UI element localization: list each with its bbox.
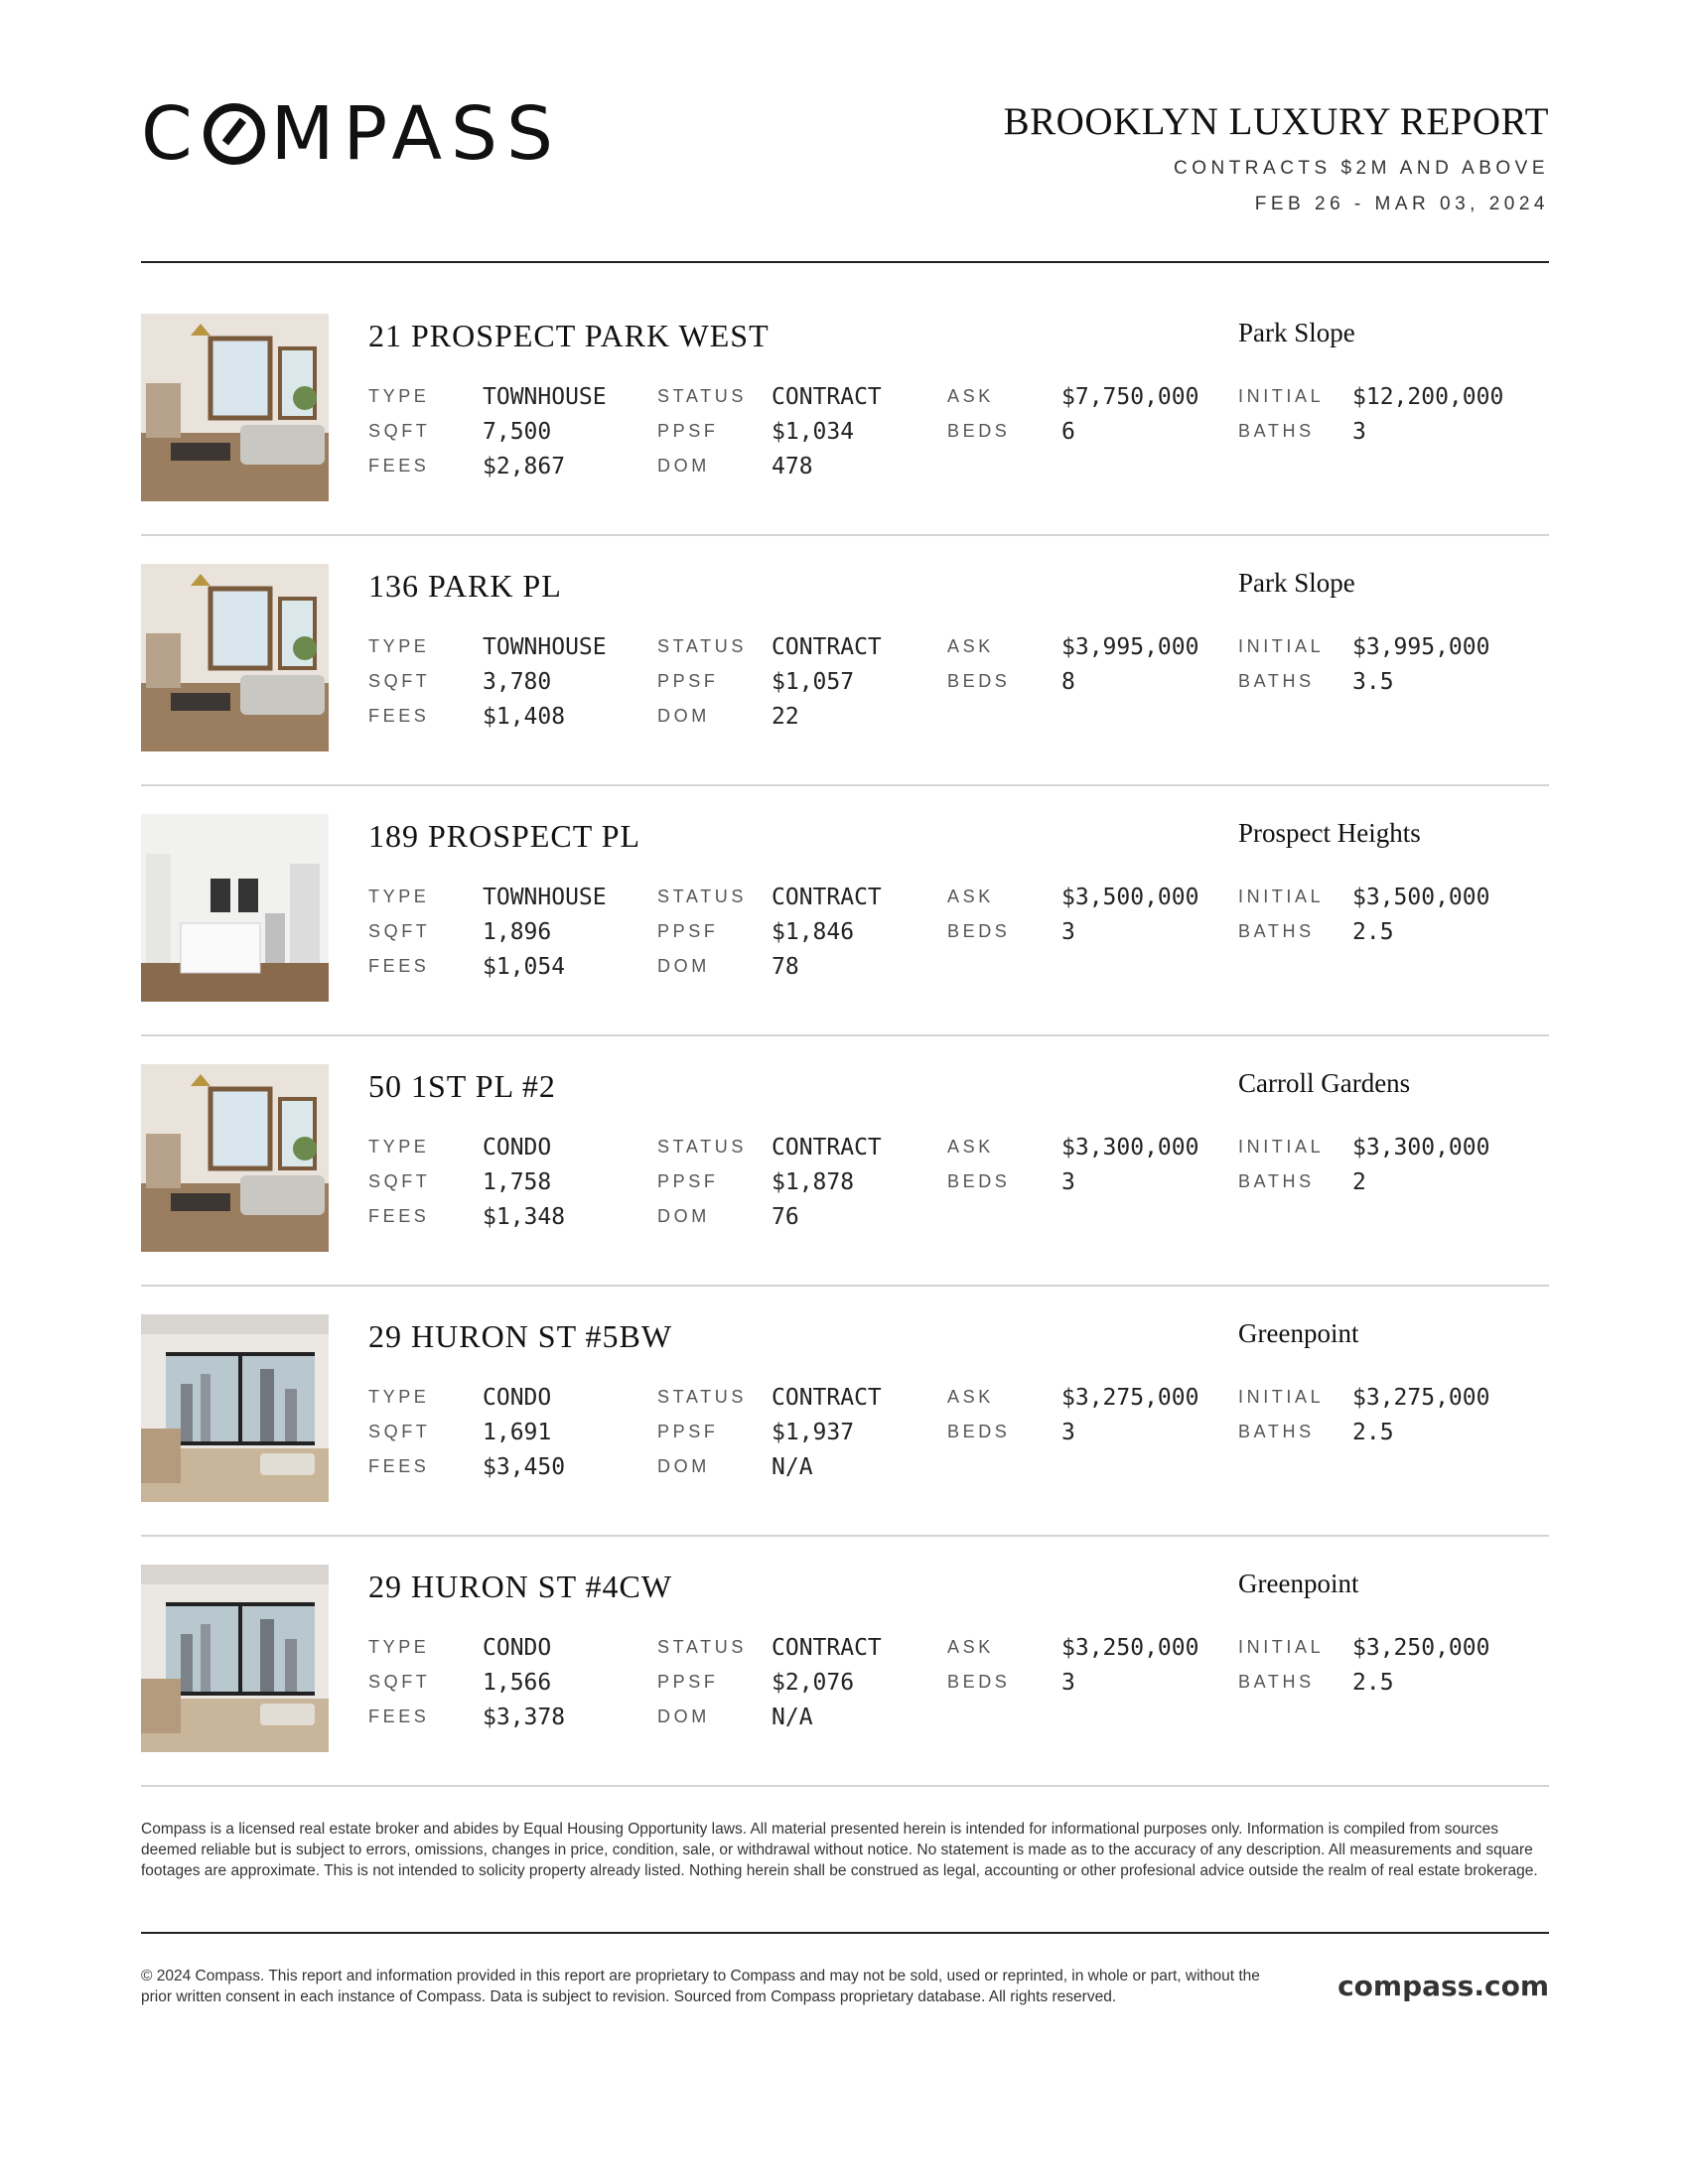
type-value: CONDO [483, 1134, 552, 1160]
sqft-value: 3,780 [483, 668, 552, 695]
beds-label: BEDS [947, 421, 1011, 441]
dom-value: 478 [772, 453, 813, 479]
ppsf-label: PPSF [657, 1171, 719, 1191]
listing-neighborhood: Greenpoint [1238, 1569, 1359, 1598]
ask-value: $3,500,000 [1061, 884, 1199, 910]
ppsf-label: PPSF [657, 921, 719, 941]
ppsf-value: $1,846 [772, 918, 855, 945]
sqft-value: 1,758 [483, 1168, 552, 1195]
sqft-label: SQFT [368, 421, 431, 441]
type-label: TYPE [368, 1387, 430, 1407]
type-value: TOWNHOUSE [483, 884, 607, 910]
fees-label: FEES [368, 456, 430, 476]
beds-label: BEDS [947, 921, 1011, 941]
beds-value: 8 [1061, 668, 1075, 695]
listing-address[interactable]: 136 PARK PL [368, 568, 562, 604]
initial-value: $3,500,000 [1352, 884, 1490, 910]
ppsf-value: $2,076 [772, 1669, 855, 1696]
beds-value: 3 [1061, 918, 1075, 945]
listing-neighborhood: Park Slope [1238, 318, 1355, 347]
beds-label: BEDS [947, 1672, 1011, 1692]
compass-o-icon [204, 103, 265, 165]
kitchen-photo [141, 814, 329, 1002]
listing-photo[interactable] [141, 1565, 329, 1752]
listing-address[interactable]: 189 PROSPECT PL [368, 818, 641, 854]
fees-label: FEES [368, 1456, 430, 1476]
report-title: BROOKLYN LUXURY REPORT [1003, 100, 1549, 143]
initial-label: INITIAL [1238, 1637, 1325, 1657]
dom-value: 22 [772, 703, 799, 730]
baths-value: 3 [1352, 418, 1366, 445]
initial-value: $3,995,000 [1352, 633, 1490, 660]
listing-row [141, 314, 1549, 564]
initial-label: INITIAL [1238, 1137, 1325, 1157]
fees-label: FEES [368, 1206, 430, 1226]
baths-value: 2 [1352, 1168, 1366, 1195]
ask-label: ASK [947, 386, 994, 406]
listing-photo[interactable] [141, 1314, 329, 1502]
listing-photo[interactable] [141, 564, 329, 751]
ask-value: $3,275,000 [1061, 1384, 1199, 1411]
listing-address[interactable]: 21 PROSPECT PARK WEST [368, 318, 770, 353]
fees-label: FEES [368, 956, 430, 976]
disclaimer: Compass is a licensed real estate broker and abides by Equal Housing Opportunity laws. All material presented herein is intended for informational purposes only. Information is compiled from sources deemed reliable but is subject to errors, omissions, changes in price, condition, sale, or withdrawal without notice. No statement is made as to the accuracy of any description. All measurements and square footages are approximate. This is not intended to solicity property already listed. Nothing herein shall be construed as legal, accounting or other profesional advice outside the realm of real estate brokerage. [141, 1821, 1538, 1879]
baths-label: BATHS [1238, 421, 1315, 441]
status-label: STATUS [657, 887, 747, 906]
listing-photo[interactable] [141, 814, 329, 1002]
ask-label: ASK [947, 1387, 994, 1407]
baths-label: BATHS [1238, 671, 1315, 691]
fees-label: FEES [368, 1706, 430, 1726]
dom-value: 78 [772, 953, 799, 980]
type-value: TOWNHOUSE [483, 383, 607, 410]
ppsf-value: $1,878 [772, 1168, 855, 1195]
baths-value: 2.5 [1352, 1669, 1394, 1696]
type-value: TOWNHOUSE [483, 633, 607, 660]
footer-divider [141, 1932, 1549, 1934]
website-link[interactable]: compass.com [1337, 1970, 1549, 2002]
listing-neighborhood: Prospect Heights [1238, 818, 1421, 848]
baths-value: 2.5 [1352, 1419, 1394, 1445]
listing-divider [141, 534, 1549, 536]
dom-label: DOM [657, 956, 710, 976]
listing-neighborhood: Greenpoint [1238, 1318, 1359, 1348]
listing-neighborhood: Park Slope [1238, 568, 1355, 598]
living-room-photo [141, 564, 329, 751]
type-label: TYPE [368, 636, 430, 656]
listing-photo[interactable] [141, 314, 329, 501]
ask-value: $3,250,000 [1061, 1634, 1199, 1661]
status-value: CONTRACT [772, 1384, 882, 1411]
initial-label: INITIAL [1238, 887, 1325, 906]
status-label: STATUS [657, 636, 747, 656]
fees-label: FEES [368, 706, 430, 726]
ppsf-label: PPSF [657, 1422, 719, 1441]
beds-value: 6 [1061, 418, 1075, 445]
status-value: CONTRACT [772, 884, 882, 910]
type-label: TYPE [368, 1137, 430, 1157]
compass-logo: C MPASS [141, 91, 562, 177]
baths-label: BATHS [1238, 1171, 1315, 1191]
listing-row [141, 1314, 1549, 1565]
fees-value: $1,054 [483, 953, 566, 980]
report-subtitle: CONTRACTS $2M AND ABOVE [1173, 158, 1549, 179]
status-value: CONTRACT [772, 1134, 882, 1160]
dom-label: DOM [657, 1706, 710, 1726]
listing-divider [141, 1034, 1549, 1036]
ppsf-label: PPSF [657, 1672, 719, 1692]
status-value: CONTRACT [772, 633, 882, 660]
ask-label: ASK [947, 636, 994, 656]
ask-value: $3,300,000 [1061, 1134, 1199, 1160]
ask-value: $3,995,000 [1061, 633, 1199, 660]
fees-value: $1,408 [483, 703, 566, 730]
initial-value: $12,200,000 [1352, 383, 1504, 410]
dom-label: DOM [657, 1206, 710, 1226]
dom-label: DOM [657, 1456, 710, 1476]
listing-row [141, 1565, 1549, 1815]
ask-label: ASK [947, 887, 994, 906]
sqft-label: SQFT [368, 1171, 431, 1191]
header-divider [141, 261, 1549, 263]
ppsf-value: $1,034 [772, 418, 855, 445]
sqft-value: 1,691 [483, 1419, 552, 1445]
status-label: STATUS [657, 1137, 747, 1157]
sqft-label: SQFT [368, 671, 431, 691]
beds-label: BEDS [947, 671, 1011, 691]
status-label: STATUS [657, 1637, 747, 1657]
living-room-photo [141, 1064, 329, 1252]
report-date-range: FEB 26 - MAR 03, 2024 [1254, 194, 1549, 214]
listing-divider [141, 784, 1549, 786]
initial-label: INITIAL [1238, 1387, 1325, 1407]
dom-value: N/A [772, 1704, 813, 1730]
skyline-window-photo [141, 1314, 329, 1502]
report-header [1004, 99, 1549, 215]
baths-label: BATHS [1238, 1422, 1315, 1441]
fees-value: $3,378 [483, 1704, 566, 1730]
listing-neighborhood: Carroll Gardens [1238, 1068, 1411, 1098]
ppsf-label: PPSF [657, 421, 719, 441]
listing-photo[interactable] [141, 1064, 329, 1252]
sqft-value: 1,566 [483, 1669, 552, 1696]
fees-value: $2,867 [483, 453, 566, 479]
dom-label: DOM [657, 456, 710, 476]
listing-row [141, 564, 1549, 814]
fees-value: $1,348 [483, 1203, 566, 1230]
skyline-window-photo [141, 1565, 329, 1752]
beds-label: BEDS [947, 1171, 1011, 1191]
listing-address[interactable]: 50 1ST PL #2 [368, 1068, 556, 1104]
beds-label: BEDS [947, 1422, 1011, 1441]
baths-value: 3.5 [1352, 668, 1394, 695]
listing-divider [141, 1535, 1549, 1537]
type-value: CONDO [483, 1634, 552, 1661]
initial-value: $3,275,000 [1352, 1384, 1490, 1411]
sqft-label: SQFT [368, 1672, 431, 1692]
listing-divider [141, 1785, 1549, 1787]
beds-value: 3 [1061, 1168, 1075, 1195]
listing-row [141, 814, 1549, 1064]
sqft-value: 1,896 [483, 918, 552, 945]
initial-label: INITIAL [1238, 386, 1325, 406]
initial-value: $3,250,000 [1352, 1634, 1490, 1661]
listing-address[interactable]: 29 HURON ST #5BW [368, 1318, 673, 1354]
fees-value: $3,450 [483, 1453, 566, 1480]
status-value: CONTRACT [772, 1634, 882, 1661]
type-label: TYPE [368, 1637, 430, 1657]
ppsf-value: $1,937 [772, 1419, 855, 1445]
ask-value: $7,750,000 [1061, 383, 1199, 410]
listing-divider [141, 1285, 1549, 1287]
type-value: CONDO [483, 1384, 552, 1411]
listings [141, 314, 1549, 1815]
dom-value: N/A [772, 1453, 813, 1480]
ppsf-label: PPSF [657, 671, 719, 691]
sqft-label: SQFT [368, 1422, 431, 1441]
initial-value: $3,300,000 [1352, 1134, 1490, 1160]
baths-label: BATHS [1238, 921, 1315, 941]
copyright: © 2024 Compass. This report and information provided in this report are proprietary to Compass and may not be sold, used or reprinted, in whole or part, without the prior written consent in each instance of Compass. Data is subject to revision. Sourced from Compass proprietary database. All rights reserved. [141, 1968, 1260, 2005]
sqft-label: SQFT [368, 921, 431, 941]
sqft-value: 7,500 [483, 418, 552, 445]
dom-label: DOM [657, 706, 710, 726]
ask-label: ASK [947, 1637, 994, 1657]
initial-label: INITIAL [1238, 636, 1325, 656]
living-room-photo [141, 314, 329, 501]
listing-address[interactable]: 29 HURON ST #4CW [368, 1569, 673, 1604]
type-label: TYPE [368, 386, 430, 406]
listing-row [141, 1064, 1549, 1314]
baths-label: BATHS [1238, 1672, 1315, 1692]
baths-value: 2.5 [1352, 918, 1394, 945]
ask-label: ASK [947, 1137, 994, 1157]
ppsf-value: $1,057 [772, 668, 855, 695]
beds-value: 3 [1061, 1669, 1075, 1696]
dom-value: 76 [772, 1203, 799, 1230]
status-label: STATUS [657, 386, 747, 406]
status-value: CONTRACT [772, 383, 882, 410]
status-label: STATUS [657, 1387, 747, 1407]
beds-value: 3 [1061, 1419, 1075, 1445]
type-label: TYPE [368, 887, 430, 906]
